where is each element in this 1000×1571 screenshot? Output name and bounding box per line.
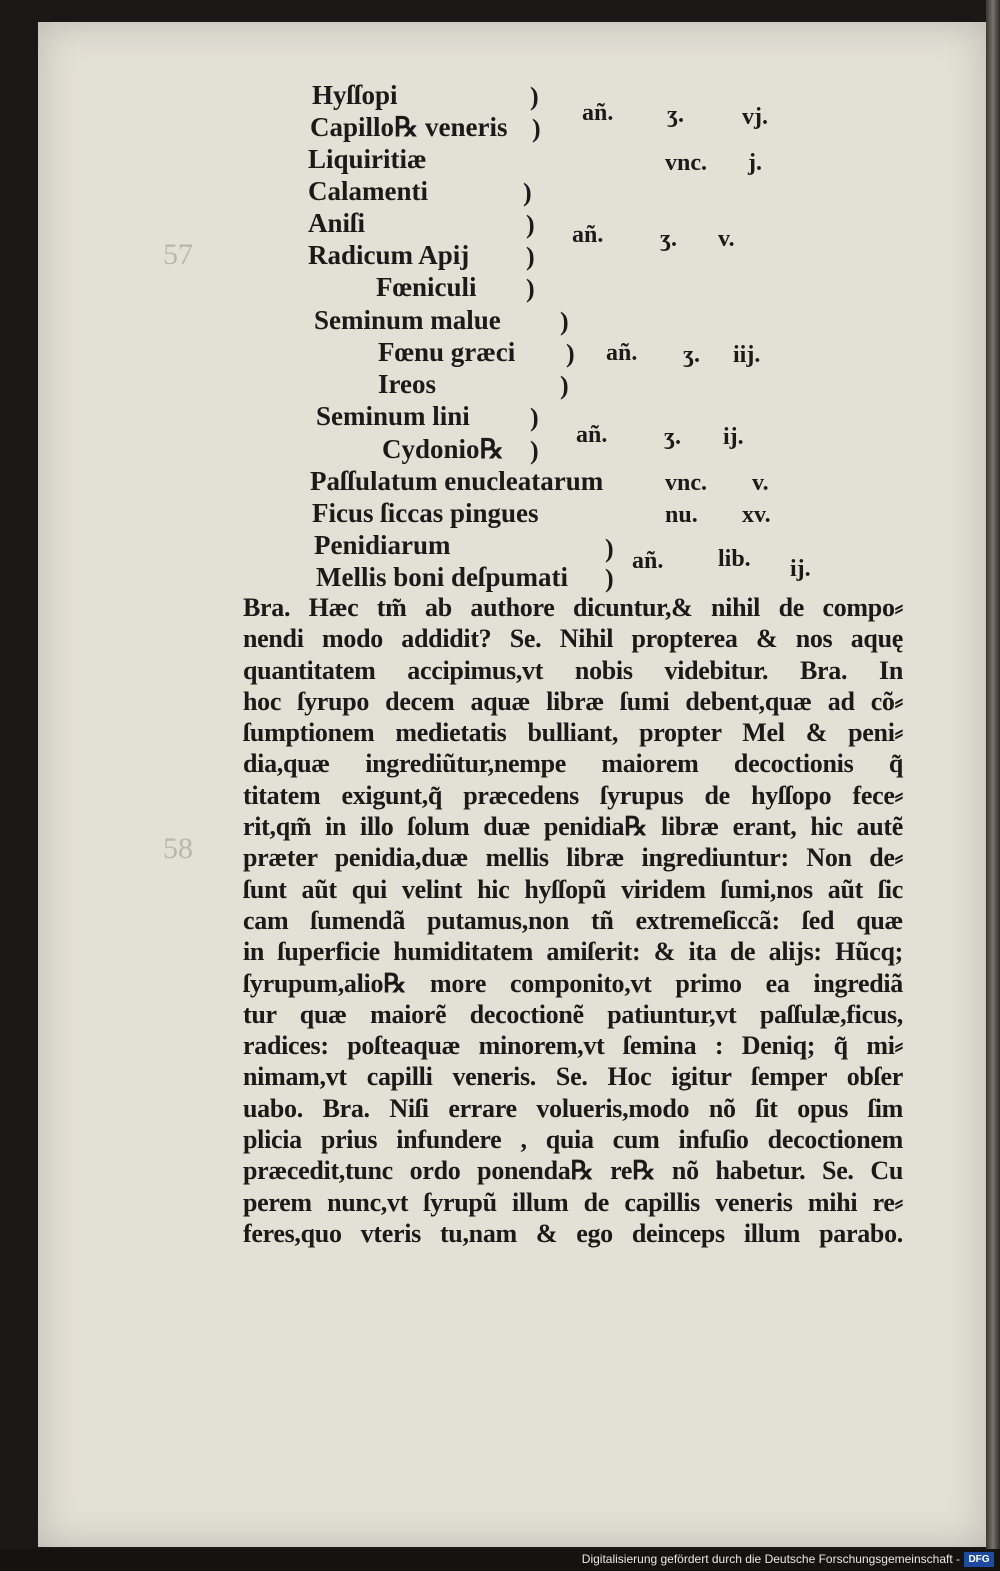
- ingredient-unit: vnc.: [665, 150, 707, 176]
- ingredient-measure: ʒ.: [667, 102, 685, 128]
- text-line: feres,quo vteris tu,nam & ego deinceps illum parabo.: [243, 1218, 903, 1248]
- dfg-logo: DFG: [964, 1552, 994, 1567]
- ingredient-unit: añ.: [582, 100, 614, 126]
- ingredient-name: Liquiritiæ: [308, 144, 427, 174]
- ingredient-count: j.: [748, 150, 762, 176]
- text-line: perem nunc,vt ſyrupũ illum de capillis veneris mihi re⸗: [243, 1187, 903, 1217]
- ingredient-brace: ): [605, 564, 614, 593]
- ingredient-brace: ): [523, 178, 532, 207]
- text-line: quantitatem accipimus,vt nobis videbitur. Bra. In: [243, 655, 903, 685]
- ingredient-count: v.: [752, 470, 769, 496]
- text-line: nimam,vt capilli veneris. Se. Hoc igitur ſemper obſer: [243, 1062, 903, 1092]
- ingredient-brace: ): [560, 307, 569, 336]
- ingredient-brace: ): [526, 274, 535, 303]
- ingredient-unit: vnc.: [665, 470, 707, 496]
- ingredient-name: Seminum lini: [316, 401, 470, 431]
- ingredient-name: Ficus ſiccas pingues: [312, 498, 539, 528]
- text-line: dia,quæ ingrediũtur,nempe maiorem decoctionis q̃: [243, 749, 903, 779]
- ingredient-unit: añ.: [572, 222, 604, 248]
- ingredient-name: Capillo℞ veneris: [310, 112, 508, 142]
- text-line: plicia prius infundere , quia cum infuſio decoctionem: [243, 1125, 903, 1155]
- text-line: præter penidia,duæ mellis libræ ingrediuntur: Non de⸗: [243, 843, 903, 873]
- ingredient-unit: añ.: [632, 548, 664, 574]
- ingredient-brace: ): [530, 82, 539, 111]
- ingredient-name: Aniſi: [308, 208, 366, 238]
- ingredient-name: Cydonio℞: [382, 434, 504, 464]
- ingredient-name: Penidiarum: [314, 530, 451, 560]
- ingredient-name: Seminum malue: [314, 305, 501, 335]
- ingredient-brace: ): [560, 371, 569, 400]
- ingredient-unit: nu.: [665, 502, 698, 528]
- ingredient-name: Fœniculi: [376, 272, 477, 302]
- ingredient-name: Hyſſopi: [312, 80, 398, 110]
- ingredient-name: Calamenti: [308, 176, 428, 206]
- text-line: nendi modo addidit? Se. Nihil propterea & nos aquę: [243, 624, 903, 654]
- ingredient-brace: ): [605, 534, 614, 563]
- ingredient-brace: ): [526, 210, 535, 239]
- ingredient-name: Paſſulatum enucleatarum: [310, 466, 604, 496]
- text-line: titatem exigunt,q̃ præcedens ſyrupus de hyſſopo fece⸗: [243, 780, 903, 810]
- ingredient-brace: ): [566, 339, 575, 368]
- ingredient-name: Radicum Apij: [308, 240, 470, 270]
- ingredient-brace: ): [526, 242, 535, 271]
- ingredient-count: ij.: [790, 556, 811, 582]
- margin-number: 58: [163, 832, 193, 865]
- ingredient-unit: añ.: [606, 340, 638, 366]
- ingredient-measure: ʒ.: [683, 342, 701, 368]
- ingredient-brace: ): [530, 436, 539, 465]
- ingredient-measure: ʒ.: [660, 226, 678, 252]
- text-line: ſunt aũt qui velint hic hyſſopũ viridem ſumi,nos aũt ſic: [243, 874, 903, 904]
- text-line: hoc ſyrupo decem aquæ libræ ſumi debent,quæ ad cõ⸗: [243, 686, 903, 716]
- ingredient-name: Ireos: [378, 369, 436, 399]
- text-line: cam ſumendã putamus,non tñ extremeſiccã: ſed quæ: [243, 905, 903, 935]
- text-line: tur quæ maiorẽ decoctionẽ patiuntur,vt paſſulæ,ficus,: [243, 999, 903, 1029]
- ingredient-brace: ): [532, 114, 541, 143]
- ingredient-measure: lib.: [718, 546, 751, 572]
- digitization-footer: [0, 1549, 1000, 1571]
- text-line: uabo. Bra. Niſi errare volueris,modo nõ ſit opus ſim: [243, 1093, 903, 1123]
- ingredient-name: Fœnu græci: [378, 337, 516, 367]
- ingredient-count: iij.: [733, 342, 761, 368]
- funding-credit: Digitalisierung gefördert durch die Deutsche Forschungsgemeinschaft -: [581, 1552, 960, 1566]
- text-line: ſumptionem medietatis bulliant, propter Mel & peni⸗: [243, 718, 903, 748]
- margin-number: 57: [163, 238, 193, 271]
- ingredient-unit: añ.: [576, 422, 608, 448]
- page-edge: [986, 0, 1000, 1571]
- dialogue-text: [243, 592, 903, 1249]
- ingredient-count: v.: [718, 226, 735, 252]
- ingredient-count: vj.: [742, 104, 768, 130]
- text-line: ſyrupum,alio℞ more componito,vt primo ea ingrediã: [243, 968, 903, 998]
- text-line: præcedit,tunc ordo ponenda℞ re℞ nõ habetur. Se. Cu: [243, 1156, 903, 1186]
- ingredient-brace: ): [530, 403, 539, 432]
- text-line: in ſuperficie humiditatem amiſerit: & ita de alijs: Hũcq;: [243, 937, 903, 967]
- ingredient-name: Mellis boni deſpumati: [316, 562, 569, 592]
- text-line: Bra. Hæc tm̃ ab authore dicuntur,& nihil de compo⸗: [243, 593, 903, 622]
- ingredient-count: ij.: [723, 424, 744, 450]
- text-line: rit,qm̃ in illo ſolum duæ penidia℞ libræ erant, hic autẽ: [243, 812, 903, 842]
- ingredient-count: xv.: [742, 502, 771, 528]
- text-line: radices: poſteaquæ minorem,vt ſemina : Deniq; q̃ mi⸗: [243, 1031, 903, 1061]
- ingredient-measure: ʒ.: [664, 424, 682, 450]
